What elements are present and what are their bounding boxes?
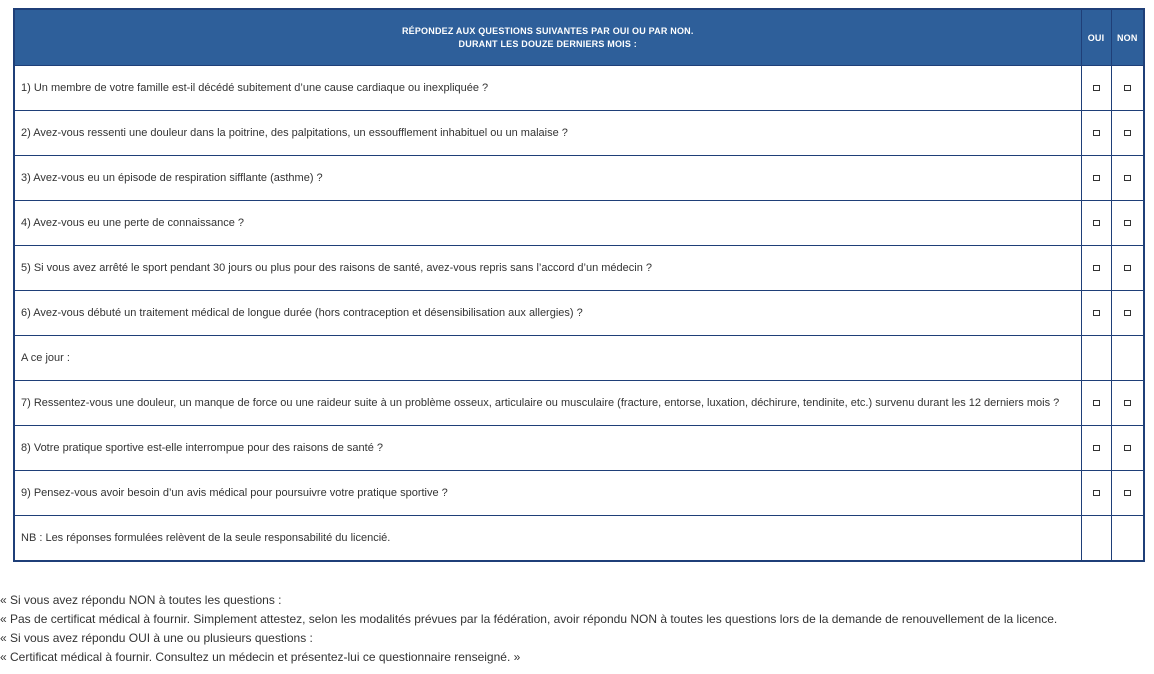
info-row	[14, 516, 1144, 562]
non-checkbox[interactable]	[1124, 265, 1131, 271]
question-row	[14, 201, 1144, 246]
question-row	[14, 246, 1144, 291]
oui-checkbox[interactable]	[1093, 490, 1100, 496]
non-column-header: NON	[1111, 9, 1144, 66]
table-header-row	[14, 9, 1144, 66]
non-checkbox[interactable]	[1124, 130, 1131, 136]
oui-cell	[1081, 246, 1111, 291]
non-cell	[1111, 381, 1144, 426]
question-row	[14, 111, 1144, 156]
non-checkbox[interactable]	[1124, 445, 1131, 451]
note-line: « Si vous avez répondu OUI à une ou plusieurs questions :	[0, 631, 313, 645]
question-text: 5) Si vous avez arrêté le sport pendant 30 jours ou plus pour des raisons de santé, avez-vous repris sans l’accord d’un médecin ?	[14, 246, 1081, 291]
non-checkbox[interactable]	[1124, 490, 1131, 496]
non-cell	[1111, 336, 1144, 381]
non-cell	[1111, 246, 1144, 291]
non-checkbox[interactable]	[1124, 310, 1131, 316]
non-cell	[1111, 471, 1144, 516]
question-row	[14, 426, 1144, 471]
oui-cell	[1081, 471, 1111, 516]
oui-cell	[1081, 516, 1111, 562]
question-text: 6) Avez-vous débuté un traitement médical de longue durée (hors contraception et désensibilisation aux allergies) ?	[14, 291, 1081, 336]
oui-checkbox[interactable]	[1093, 400, 1100, 406]
oui-cell	[1081, 111, 1111, 156]
oui-cell	[1081, 156, 1111, 201]
non-cell	[1111, 516, 1144, 562]
question-text: 7) Ressentez-vous une douleur, un manque de force ou une raideur suite à un problème osseux, articulaire ou musculaire (fracture, entorse, luxation, déchirure, tendinite, etc.) survenu durant les 12 derniers mois ?	[14, 381, 1081, 426]
oui-checkbox[interactable]	[1093, 310, 1100, 316]
question-text: 9) Pensez-vous avoir besoin d’un avis médical pour poursuivre votre pratique sportive ?	[14, 471, 1081, 516]
note-line: « Pas de certificat médical à fournir. Simplement attestez, selon les modalités prévues par la fédération, avoir répondu NON à toutes les questions lors de la demande de renouvellement de la licence.	[0, 612, 1058, 626]
question-row	[14, 156, 1144, 201]
oui-checkbox[interactable]	[1093, 130, 1100, 136]
instructions-header	[14, 9, 1081, 66]
instructions-line-2: DURANT LES DOUZE DERNIERS MOIS :	[458, 38, 637, 49]
question-text: 3) Avez-vous eu un épisode de respiration sifflante (asthme) ?	[14, 156, 1081, 201]
question-row	[14, 471, 1144, 516]
oui-column-header: OUI	[1081, 9, 1111, 66]
oui-cell	[1081, 381, 1111, 426]
oui-checkbox[interactable]	[1093, 220, 1100, 226]
non-cell	[1111, 156, 1144, 201]
instructions-line-1: RÉPONDEZ AUX QUESTIONS SUIVANTES PAR OUI OU PAR NON.	[401, 25, 694, 36]
question-row	[14, 291, 1144, 336]
oui-cell	[1081, 291, 1111, 336]
question-row	[14, 66, 1144, 111]
question-row	[14, 381, 1144, 426]
info-text: A ce jour :	[14, 336, 1081, 381]
instructions-notes	[0, 591, 1154, 667]
non-checkbox[interactable]	[1124, 220, 1131, 226]
non-cell	[1111, 426, 1144, 471]
question-text: 1) Un membre de votre famille est-il décédé subitement d’une cause cardiaque ou inexpliquée ?	[14, 66, 1081, 111]
oui-cell	[1081, 201, 1111, 246]
oui-checkbox[interactable]	[1093, 265, 1100, 271]
non-cell	[1111, 291, 1144, 336]
non-cell	[1111, 201, 1144, 246]
oui-cell	[1081, 426, 1111, 471]
non-checkbox[interactable]	[1124, 175, 1131, 181]
note-line: « Si vous avez répondu NON à toutes les questions :	[0, 593, 282, 607]
oui-checkbox[interactable]	[1093, 445, 1100, 451]
question-text: 4) Avez-vous eu une perte de connaissance ?	[14, 201, 1081, 246]
info-row	[14, 336, 1144, 381]
info-text: NB : Les réponses formulées relèvent de la seule responsabilité du licencié.	[14, 516, 1081, 562]
health-questionnaire-table	[13, 8, 1145, 562]
question-text: 2) Avez-vous ressenti une douleur dans la poitrine, des palpitations, un essoufflement inhabituel ou un malaise ?	[14, 111, 1081, 156]
question-text: 8) Votre pratique sportive est-elle interrompue pour des raisons de santé ?	[14, 426, 1081, 471]
note-line: « Certificat médical à fournir. Consultez un médecin et présentez-lui ce questionnaire renseigné. »	[0, 650, 521, 664]
non-cell	[1111, 111, 1144, 156]
non-checkbox[interactable]	[1124, 400, 1131, 406]
oui-checkbox[interactable]	[1093, 175, 1100, 181]
non-checkbox[interactable]	[1124, 85, 1131, 91]
oui-cell	[1081, 66, 1111, 111]
oui-cell	[1081, 336, 1111, 381]
oui-checkbox[interactable]	[1093, 85, 1100, 91]
non-cell	[1111, 66, 1144, 111]
